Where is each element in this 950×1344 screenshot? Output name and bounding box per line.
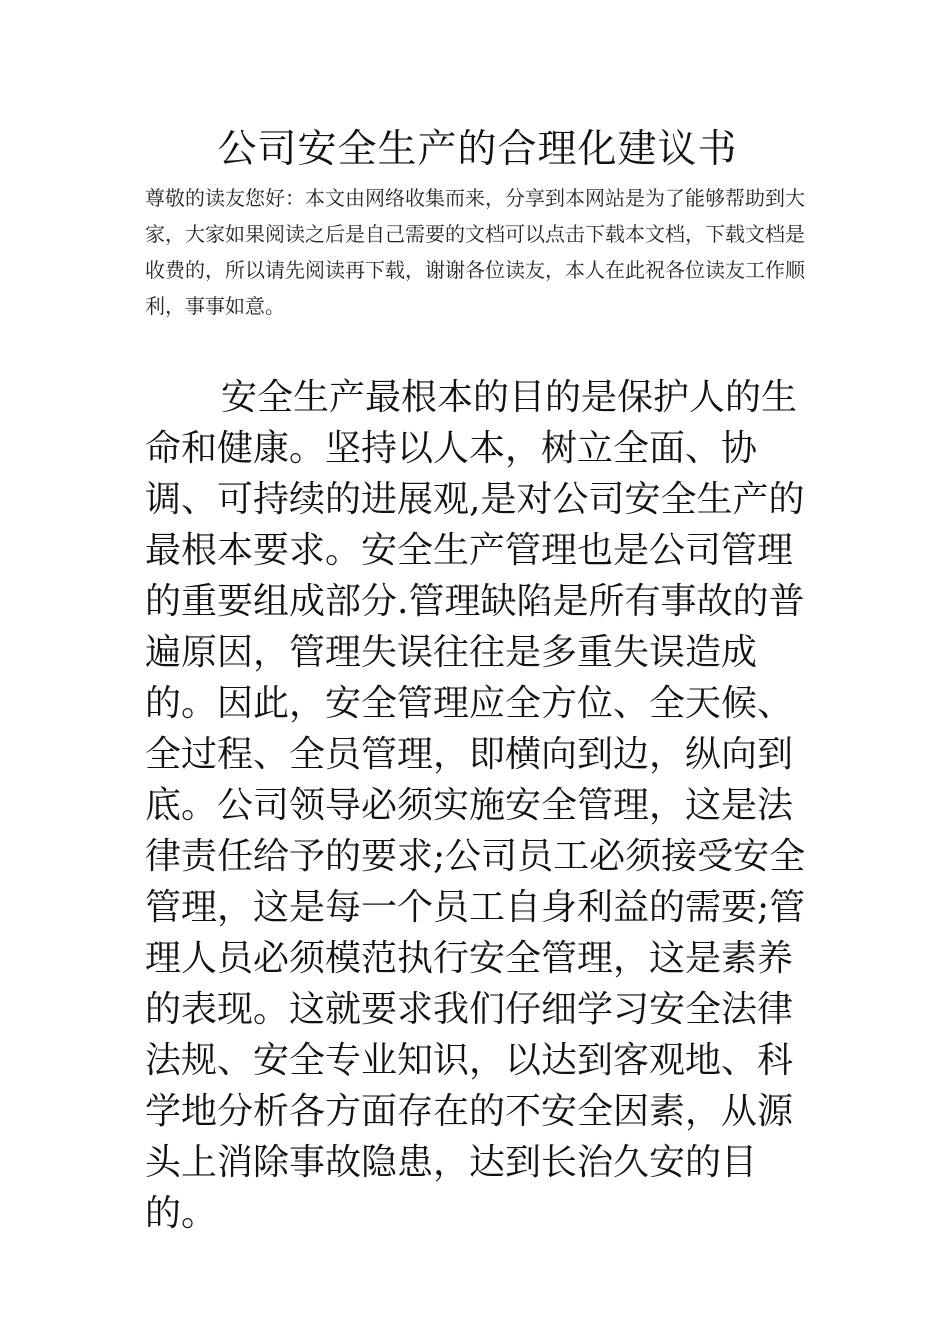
document-title: 公司安全生产的合理化建议书 — [217, 127, 738, 172]
body-paragraph: 安全生产最根本的目的是保护人的生命和健康。坚持以人本，树立全面、协调、可持续的进展观,是对公司安全生产的最根本要求。安全生产管理也是公司管理的重要组成部分.管理缺陷是所有事故的普遍原因，管理失误往往是多重失误造成的。因此，安全管理应全方位、全天候、全过程、全员管理，即横向到边，纵向到底。公司领导必须实施安全管理，这是法律责任给予的要求;公司员工必须接受安全管理，这是每一个员工自身利益的需要;管理人员必须模范执行安全管理，这是素养的表现。这就要求我们仔细学习安全法律法规、安全专业知识，以达到客观地、科学地分析各方面存在的不安全因素，从源头上消除事故隐患，达到长治久安的目的。 — [145, 377, 806, 1234]
reader-notice: 尊敬的读友您好：本文由网络收集而来，分享到本网站是为了能够帮助到大家，大家如果阅读之后是自己需要的文档可以点击下载本文档，下载文档是收费的，所以请先阅读再下载，谢谢各位读友，本人在此祝各位读友工作顺利，事事如意。 — [145, 186, 805, 318]
